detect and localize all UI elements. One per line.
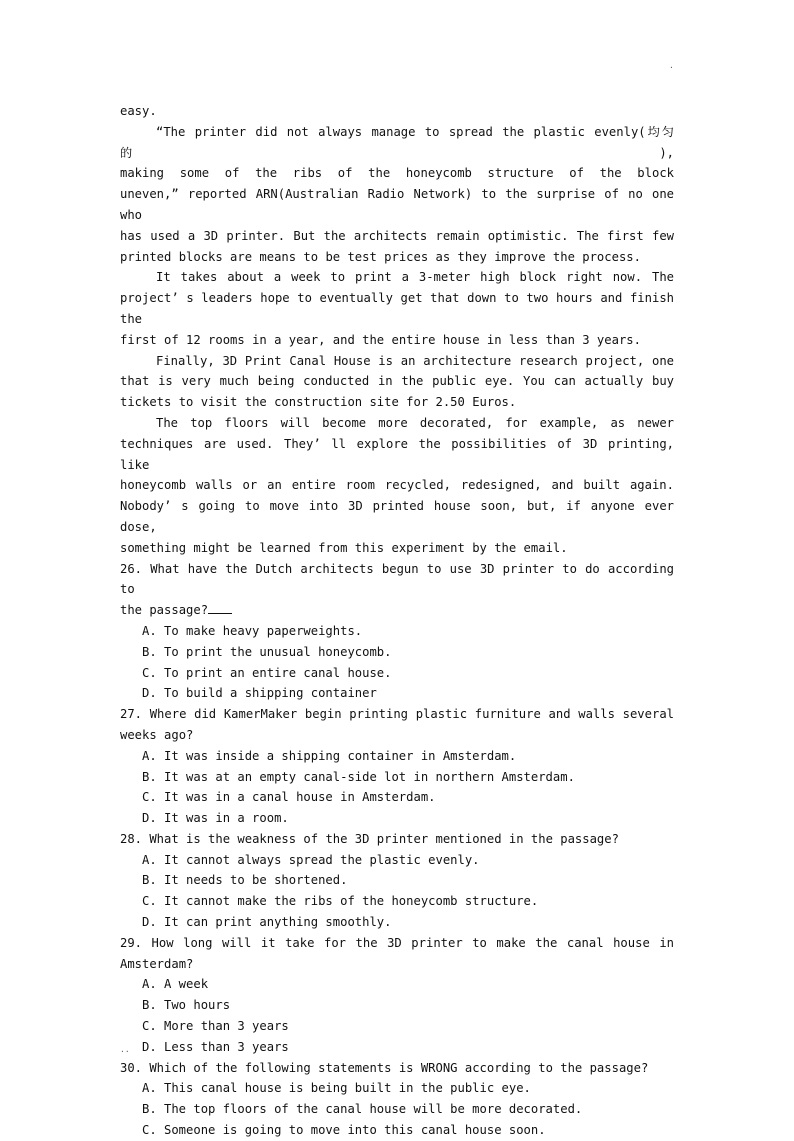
question-26	[120, 559, 674, 705]
passage-line: techniques are used. They’ ll explore the possibilities of 3D printing, like	[120, 436, 674, 472]
question-stem: 30. Which of the following statements is WRONG according to the passage?	[120, 1060, 649, 1075]
option-c: C. To print an entire canal house.	[142, 665, 392, 680]
option-c: C. More than 3 years	[142, 1019, 289, 1034]
option-b: B. It needs to be shortened.	[142, 873, 348, 888]
passage-line: that is very much being conducted in the public eye. You can actually buy	[120, 374, 674, 389]
passage-line: has used a 3D printer. But the architects remain optimistic. The first few	[120, 228, 674, 243]
footer-mark: ..	[120, 1045, 130, 1054]
question-stem: 27. Where did KamerMaker begin printing plastic furniture and walls several	[120, 707, 674, 722]
option-a: A. It cannot always spread the plastic evenly.	[142, 852, 480, 867]
passage-line: Nobody’ s going to move into 3D printed house soon, but, if anyone ever dose,	[120, 499, 674, 534]
passage-line: honeycomb walls or an entire room recycled, redesigned, and built again.	[120, 478, 674, 493]
question-28	[120, 829, 674, 933]
question-stem-text: the passage?	[120, 603, 209, 618]
passage-line: It takes about a week to print a 3-meter high block right now. The	[156, 270, 674, 285]
document-body	[120, 101, 674, 1141]
question-27	[120, 704, 674, 829]
option-c: C. It was in a canal house in Amsterdam.	[142, 790, 436, 805]
passage-line: tickets to visit the construction site for 2.50 Euros.	[120, 395, 517, 410]
passage-line: easy.	[120, 104, 157, 118]
passage-line: making some of the ribs of the honeycomb structure of the block	[120, 166, 674, 181]
option-d: D. It was in a room.	[142, 811, 289, 826]
question-stem-cont: Amsterdam?	[120, 956, 194, 971]
option-b: B. It was at an empty canal-side lot in northern Amsterdam.	[142, 769, 575, 784]
question-stem: 29. How long will it take for the 3D printer to make the canal house in	[120, 935, 674, 950]
option-b: B. The top floors of the canal house will be more decorated.	[142, 1102, 583, 1117]
question-stem: 28. What is the weakness of the 3D printer mentioned in the passage?	[120, 831, 619, 846]
option-d: D. It can print anything smoothly.	[142, 915, 392, 930]
passage-line: Finally, 3D Print Canal House is an architecture research project, one	[156, 353, 674, 368]
question-stem-cont	[120, 600, 674, 621]
option-c: C. It cannot make the ribs of the honeycomb structure.	[142, 894, 539, 909]
passage-paragraph-3	[120, 351, 674, 413]
option-a: A. It was inside a shipping container in Amsterdam.	[142, 748, 517, 763]
option-a: A. This canal house is being built in the public eye.	[142, 1081, 531, 1096]
question-30	[120, 1058, 674, 1141]
option-d: D. To build a shipping container	[142, 686, 377, 701]
option-c: C. Someone is going to move into this canal house soon.	[142, 1123, 546, 1138]
passage-line: something might be learned from this experiment by the email.	[120, 540, 568, 555]
question-29	[120, 933, 674, 1058]
passage-line: The top floors will become more decorated, for example, as newer	[156, 415, 674, 430]
passage-paragraph-4	[120, 413, 674, 559]
option-a: A. To make heavy paperweights.	[142, 623, 363, 638]
option-b: B. Two hours	[142, 998, 231, 1013]
passage-line: printed blocks are means to be test prices as they improve the process.	[120, 249, 641, 264]
question-stem-cont: weeks ago?	[120, 727, 194, 742]
option-a: A. A week	[142, 977, 209, 992]
passage-line: first of 12 rooms in a year, and the entire house in less than 3 years.	[120, 332, 641, 347]
header-mark: ·	[669, 63, 674, 72]
question-stem: 26. What have the Dutch architects begun to use 3D printer to do according to	[120, 561, 674, 597]
passage-paragraph-1	[120, 122, 674, 268]
passage-line: “The printer did not always manage to spread the plastic evenly(均匀的),	[120, 124, 674, 160]
answer-blank	[208, 601, 232, 614]
option-d: D. Less than 3 years	[142, 1039, 289, 1054]
option-b: B. To print the unusual honeycomb.	[142, 644, 392, 659]
passage-line: uneven,” reported ARN(Australian Radio Network) to the surprise of no one who	[120, 187, 674, 222]
passage-paragraph-2	[120, 267, 674, 350]
passage-line: project’ s leaders hope to eventually get that down to two hours and finish the	[120, 291, 674, 326]
